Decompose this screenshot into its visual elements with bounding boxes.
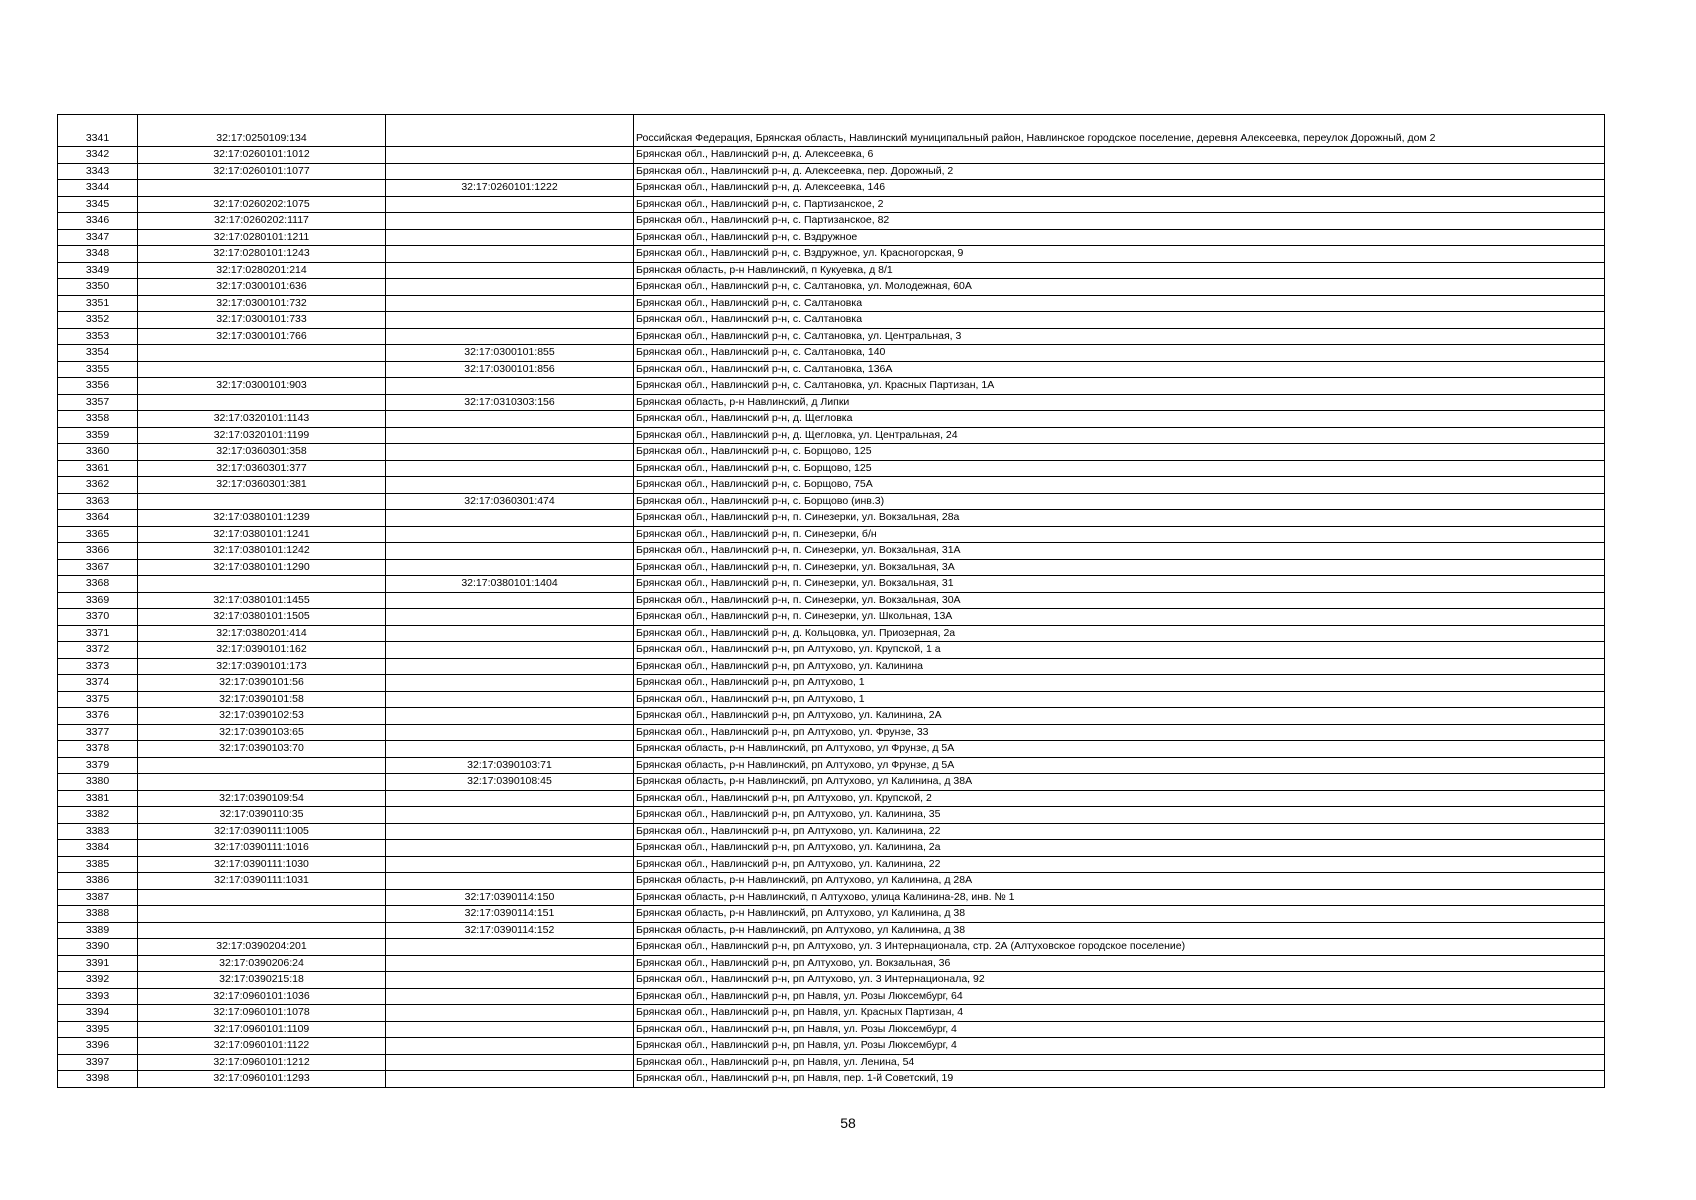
cadastral-number-alt-cell: 32:17:0300101:856 [386,361,634,378]
address-cell: Брянская обл., Навлинский р-н, рп Алтухово, ул. Калинина, 22 [634,823,1605,840]
cadastral-number-alt-cell [386,675,634,692]
table-row [58,658,1605,675]
row-number-cell: 3391 [58,955,138,972]
table-row [58,543,1605,560]
cadastral-number-alt-cell [386,246,634,263]
row-number-cell: 3388 [58,906,138,923]
cadastral-number-cell [138,906,386,923]
row-number-cell: 3343 [58,163,138,180]
cadastral-number-cell: 32:17:0960101:1109 [138,1021,386,1038]
row-number-cell: 3374 [58,675,138,692]
cadastral-number-alt-cell [386,658,634,675]
row-number-cell: 3384 [58,840,138,857]
cadastral-number-cell: 32:17:0960101:1293 [138,1071,386,1088]
row-number-cell: 3383 [58,823,138,840]
row-number-cell: 3370 [58,609,138,626]
cadastral-number-alt-cell [386,295,634,312]
cadastral-number-cell [138,345,386,362]
address-cell: Брянская обл., Навлинский р-н, с. Партизанское, 2 [634,196,1605,213]
row-number-cell: 3342 [58,147,138,164]
cadastral-number-alt-cell [386,625,634,642]
address-cell: Брянская обл., Навлинский р-н, с. Партизанское, 82 [634,213,1605,230]
cadastral-number-alt-cell [386,1005,634,1022]
cadastral-number-alt-cell [386,460,634,477]
table-row [58,559,1605,576]
cadastral-number-alt-cell [386,741,634,758]
cadastral-number-cell: 32:17:0260202:1075 [138,196,386,213]
cadastral-number-alt-cell [386,856,634,873]
address-cell: Брянская область, р-н Навлинский, п Алтухово, улица Калинина-28, инв. № 1 [634,889,1605,906]
table-row [58,361,1605,378]
cadastral-number-cell [138,889,386,906]
cadastral-number-alt-cell [386,262,634,279]
cadastral-number-alt-cell [386,609,634,626]
table-row [58,213,1605,230]
table-row [58,328,1605,345]
cadastral-number-alt-cell [386,427,634,444]
cadastral-number-cell: 32:17:0250109:134 [138,115,386,147]
cadastral-number-cell: 32:17:0360301:358 [138,444,386,461]
address-cell: Брянская обл., Навлинский р-н, рп Алтухово, 1 [634,691,1605,708]
table-row [58,115,1605,147]
cadastral-number-cell: 32:17:0390111:1016 [138,840,386,857]
cadastral-number-cell: 32:17:0390101:56 [138,675,386,692]
cadastral-number-alt-cell [386,559,634,576]
row-number-cell: 3395 [58,1021,138,1038]
row-number-cell: 3380 [58,774,138,791]
table-row [58,279,1605,296]
cadastral-number-alt-cell [386,972,634,989]
cadastral-number-cell: 32:17:0280101:1243 [138,246,386,263]
table-row [58,262,1605,279]
cadastral-number-alt-cell [386,526,634,543]
cadastral-number-alt-cell [386,1038,634,1055]
row-number-cell: 3393 [58,988,138,1005]
table-row [58,510,1605,527]
cadastral-number-cell [138,774,386,791]
table-row [58,196,1605,213]
address-cell: Брянская обл., Навлинский р-н, д. Щегловка [634,411,1605,428]
row-number-cell: 3348 [58,246,138,263]
cadastral-number-alt-cell: 32:17:0380101:1404 [386,576,634,593]
address-cell: Брянская обл., Навлинский р-н, рп Алтухово, ул. 3 Интернационала, 92 [634,972,1605,989]
address-cell: Брянская обл., Навлинский р-н, п. Синезерки, ул. Школьная, 13А [634,609,1605,626]
address-cell: Брянская обл., Навлинский р-н, с. Борщово (инв.3) [634,493,1605,510]
table-row [58,493,1605,510]
cadastral-number-alt-cell: 32:17:0360301:474 [386,493,634,510]
cadastral-number-cell: 32:17:0260202:1117 [138,213,386,230]
cadastral-number-alt-cell [386,328,634,345]
table-row [58,774,1605,791]
cadastral-number-cell: 32:17:0390111:1005 [138,823,386,840]
cadastral-number-alt-cell [386,477,634,494]
address-cell: Брянская обл., Навлинский р-н, п. Синезерки, б/н [634,526,1605,543]
table-row [58,246,1605,263]
cadastral-number-cell: 32:17:0960101:1078 [138,1005,386,1022]
table-row [58,724,1605,741]
cadastral-number-alt-cell [386,708,634,725]
table-row [58,840,1605,857]
table-row [58,444,1605,461]
cadastral-number-alt-cell [386,543,634,560]
row-number-cell: 3353 [58,328,138,345]
table-row [58,691,1605,708]
address-cell: Брянская обл., Навлинский р-н, рп Навля, ул. Розы Люксембург, 4 [634,1021,1605,1038]
row-number-cell: 3367 [58,559,138,576]
cadastral-number-cell: 32:17:0320101:1199 [138,427,386,444]
cadastral-number-cell: 32:17:0320101:1143 [138,411,386,428]
cadastral-number-cell: 32:17:0390110:35 [138,807,386,824]
table-row [58,955,1605,972]
table-row [58,147,1605,164]
row-number-cell: 3394 [58,1005,138,1022]
row-number-cell: 3357 [58,394,138,411]
cadastral-number-alt-cell [386,955,634,972]
cadastral-number-alt-cell [386,312,634,329]
address-cell: Брянская область, р-н Навлинский, рп Алтухово, ул Фрунзе, д 5А [634,757,1605,774]
cadastral-number-cell: 32:17:0300101:766 [138,328,386,345]
cadastral-number-cell: 32:17:0390215:18 [138,972,386,989]
cadastral-number-cell: 32:17:0960101:1036 [138,988,386,1005]
row-number-cell: 3379 [58,757,138,774]
cadastral-number-cell [138,394,386,411]
address-cell: Брянская обл., Навлинский р-н, д. Алексеевка, 6 [634,147,1605,164]
cadastral-number-alt-cell [386,196,634,213]
address-cell: Брянская обл., Навлинский р-н, п. Синезерки, ул. Вокзальная, 30А [634,592,1605,609]
address-cell: Брянская обл., Навлинский р-н, с. Салтановка, ул. Молодежная, 60А [634,279,1605,296]
cadastral-number-cell: 32:17:0380101:1505 [138,609,386,626]
cadastral-number-cell: 32:17:0380201:414 [138,625,386,642]
cadastral-number-cell: 32:17:0300101:733 [138,312,386,329]
cadastral-number-alt-cell [386,115,634,147]
row-number-cell: 3377 [58,724,138,741]
table-row [58,1005,1605,1022]
table-row [58,823,1605,840]
cadastral-number-cell: 32:17:0390204:201 [138,939,386,956]
address-cell: Брянская обл., Навлинский р-н, п. Синезерки, ул. Вокзальная, 28а [634,510,1605,527]
table-row [58,1054,1605,1071]
cadastral-number-alt-cell [386,1021,634,1038]
address-cell: Брянская обл., Навлинский р-н, с. Вздружное [634,229,1605,246]
cadastral-number-alt-cell [386,988,634,1005]
row-number-cell: 3392 [58,972,138,989]
row-number-cell: 3360 [58,444,138,461]
cadastral-number-alt-cell [386,279,634,296]
cadastral-number-alt-cell [386,1071,634,1088]
table-row [58,625,1605,642]
address-cell: Брянская область, р-н Навлинский, рп Алтухово, ул Фрунзе, д 5А [634,741,1605,758]
cadastral-number-cell: 32:17:0390103:70 [138,741,386,758]
row-number-cell: 3369 [58,592,138,609]
table-row [58,427,1605,444]
cadastral-number-alt-cell [386,411,634,428]
table-row [58,807,1605,824]
address-cell: Брянская область, р-н Навлинский, рп Алтухово, ул Калинина, д 38 [634,922,1605,939]
cadastral-number-cell: 32:17:0360301:377 [138,460,386,477]
row-number-cell: 3344 [58,180,138,197]
table-row [58,889,1605,906]
table-row [58,295,1605,312]
table-row [58,741,1605,758]
cadastral-number-cell: 32:17:0260101:1012 [138,147,386,164]
row-number-cell: 3363 [58,493,138,510]
cadastral-number-cell: 32:17:0390111:1030 [138,856,386,873]
address-cell: Брянская обл., Навлинский р-н, с. Салтановка [634,312,1605,329]
cadastral-number-cell: 32:17:0300101:732 [138,295,386,312]
address-cell: Брянская обл., Навлинский р-н, с. Борщово, 75А [634,477,1605,494]
table-row [58,906,1605,923]
address-cell: Брянская обл., Навлинский р-н, рп Алтухово, ул. Калинина, 2а [634,840,1605,857]
row-number-cell: 3354 [58,345,138,362]
table-row [58,477,1605,494]
address-cell: Брянская обл., Навлинский р-н, с. Салтановка, ул. Центральная, 3 [634,328,1605,345]
address-cell: Брянская обл., Навлинский р-н, д. Алексеевка, 146 [634,180,1605,197]
cadastral-number-alt-cell [386,823,634,840]
address-cell: Брянская область, р-н Навлинский, д Липки [634,394,1605,411]
table-row [58,394,1605,411]
table-row [58,1071,1605,1088]
cadastral-number-alt-cell: 32:17:0260101:1222 [386,180,634,197]
cadastral-number-cell: 32:17:0380101:1290 [138,559,386,576]
cadastral-number-cell [138,180,386,197]
table-row [58,411,1605,428]
document-sheet [57,114,1604,1088]
address-cell: Брянская обл., Навлинский р-н, д. Щегловка, ул. Центральная, 24 [634,427,1605,444]
address-cell: Брянская обл., Навлинский р-н, рп Навля, пер. 1-й Советский, 19 [634,1071,1605,1088]
address-cell: Брянская обл., Навлинский р-н, с. Салтановка, 136А [634,361,1605,378]
cadastral-number-cell: 32:17:0300101:903 [138,378,386,395]
row-number-cell: 3341 [58,115,138,147]
table-row [58,790,1605,807]
property-table [57,114,1605,1088]
cadastral-number-alt-cell [386,147,634,164]
row-number-cell: 3356 [58,378,138,395]
cadastral-number-cell: 32:17:0390102:53 [138,708,386,725]
cadastral-number-cell: 32:17:0260101:1077 [138,163,386,180]
address-cell: Брянская обл., Навлинский р-н, с. Салтановка [634,295,1605,312]
address-cell: Брянская обл., Навлинский р-н, рп Навля, ул. Ленина, 54 [634,1054,1605,1071]
row-number-cell: 3381 [58,790,138,807]
row-number-cell: 3398 [58,1071,138,1088]
cadastral-number-cell: 32:17:0380101:1455 [138,592,386,609]
table-row [58,163,1605,180]
address-cell: Брянская обл., Навлинский р-н, рп Алтухово, ул. Калинина, 22 [634,856,1605,873]
table-row [58,460,1605,477]
cadastral-number-cell [138,493,386,510]
table-row [58,229,1605,246]
cadastral-number-cell: 32:17:0960101:1212 [138,1054,386,1071]
row-number-cell: 3397 [58,1054,138,1071]
address-cell: Брянская обл., Навлинский р-н, рп Алтухово, ул. Фрунзе, 33 [634,724,1605,741]
table-row [58,988,1605,1005]
cadastral-number-cell: 32:17:0360301:381 [138,477,386,494]
address-cell: Брянская обл., Навлинский р-н, рп Алтухово, ул. Калинина, 2А [634,708,1605,725]
row-number-cell: 3347 [58,229,138,246]
address-cell: Брянская обл., Навлинский р-н, рп Алтухово, ул. Вокзальная, 36 [634,955,1605,972]
table-row [58,1021,1605,1038]
cadastral-number-cell [138,757,386,774]
row-number-cell: 3376 [58,708,138,725]
row-number-cell: 3362 [58,477,138,494]
row-number-cell: 3365 [58,526,138,543]
cadastral-number-cell: 32:17:0390111:1031 [138,873,386,890]
address-cell: Брянская обл., Навлинский р-н, п. Синезерки, ул. Вокзальная, 3А [634,559,1605,576]
cadastral-number-alt-cell [386,691,634,708]
address-cell: Брянская обл., Навлинский р-н, рп Навля, ул. Розы Люксембург, 4 [634,1038,1605,1055]
table-row [58,312,1605,329]
cadastral-number-cell [138,576,386,593]
table-row [58,345,1605,362]
cadastral-number-alt-cell [386,724,634,741]
cadastral-number-alt-cell [386,642,634,659]
row-number-cell: 3373 [58,658,138,675]
cadastral-number-cell: 32:17:0390206:24 [138,955,386,972]
row-number-cell: 3375 [58,691,138,708]
cadastral-number-alt-cell [386,1054,634,1071]
row-number-cell: 3378 [58,741,138,758]
address-cell: Брянская область, р-н Навлинский, п Кукуевка, д 8/1 [634,262,1605,279]
address-cell: Брянская область, р-н Навлинский, рп Алтухово, ул Калинина, д 28А [634,873,1605,890]
address-cell: Брянская обл., Навлинский р-н, п. Синезерки, ул. Вокзальная, 31 [634,576,1605,593]
address-cell: Брянская обл., Навлинский р-н, с. Салтановка, 140 [634,345,1605,362]
table-row [58,1038,1605,1055]
row-number-cell: 3352 [58,312,138,329]
address-cell: Брянская область, р-н Навлинский, рп Алтухово, ул Калинина, д 38 [634,906,1605,923]
cadastral-number-cell: 32:17:0380101:1242 [138,543,386,560]
cadastral-number-alt-cell [386,444,634,461]
cadastral-number-alt-cell: 32:17:0390103:71 [386,757,634,774]
cadastral-number-alt-cell: 32:17:0300101:855 [386,345,634,362]
cadastral-number-alt-cell: 32:17:0390114:151 [386,906,634,923]
cadastral-number-alt-cell [386,213,634,230]
address-cell: Брянская обл., Навлинский р-н, д. Кольцовка, ул. Приозерная, 2а [634,625,1605,642]
table-row [58,939,1605,956]
address-cell: Брянская обл., Навлинский р-н, рп Алтухово, ул. Калинина [634,658,1605,675]
row-number-cell: 3351 [58,295,138,312]
address-cell: Брянская обл., Навлинский р-н, с. Вздружное, ул. Красногорская, 9 [634,246,1605,263]
address-cell: Брянская обл., Навлинский р-н, рп Алтухово, ул. Крупской, 1 а [634,642,1605,659]
address-cell: Брянская обл., Навлинский р-н, рп Алтухово, ул. 3 Интернационала, стр. 2А (Алтуховское городское поселение) [634,939,1605,956]
table-body [58,115,1605,1088]
table-row [58,378,1605,395]
cadastral-number-alt-cell [386,873,634,890]
row-number-cell: 3389 [58,922,138,939]
cadastral-number-alt-cell: 32:17:0390108:45 [386,774,634,791]
row-number-cell: 3371 [58,625,138,642]
cadastral-number-alt-cell [386,163,634,180]
cadastral-number-cell: 32:17:0380101:1239 [138,510,386,527]
cadastral-number-cell: 32:17:0960101:1122 [138,1038,386,1055]
table-row [58,873,1605,890]
address-cell: Брянская обл., Навлинский р-н, с. Салтановка, ул. Красных Партизан, 1А [634,378,1605,395]
cadastral-number-alt-cell [386,229,634,246]
address-cell: Российская Федерация, Брянская область, Навлинский муниципальный район, Навлинское городское поселение, деревня Алексеевка, переулок Дорожный, дом 2 [634,115,1605,147]
cadastral-number-cell: 32:17:0390109:54 [138,790,386,807]
cadastral-number-alt-cell [386,378,634,395]
cadastral-number-cell: 32:17:0390101:173 [138,658,386,675]
row-number-cell: 3361 [58,460,138,477]
cadastral-number-alt-cell [386,592,634,609]
row-number-cell: 3350 [58,279,138,296]
table-row [58,856,1605,873]
address-cell: Брянская обл., Навлинский р-н, рп Алтухово, ул. Крупской, 2 [634,790,1605,807]
row-number-cell: 3364 [58,510,138,527]
address-cell: Брянская область, р-н Навлинский, рп Алтухово, ул Калинина, д 38А [634,774,1605,791]
cadastral-number-alt-cell: 32:17:0390114:152 [386,922,634,939]
address-cell: Брянская обл., Навлинский р-н, рп Навля, ул. Красных Партизан, 4 [634,1005,1605,1022]
row-number-cell: 3382 [58,807,138,824]
row-number-cell: 3396 [58,1038,138,1055]
table-row [58,642,1605,659]
cadastral-number-cell: 32:17:0390101:162 [138,642,386,659]
table-row [58,592,1605,609]
table-row [58,180,1605,197]
cadastral-number-alt-cell [386,510,634,527]
cadastral-number-alt-cell [386,840,634,857]
row-number-cell: 3349 [58,262,138,279]
row-number-cell: 3386 [58,873,138,890]
cadastral-number-cell: 32:17:0300101:636 [138,279,386,296]
page-number: 58 [840,1115,856,1131]
cadastral-number-alt-cell [386,807,634,824]
address-cell: Брянская обл., Навлинский р-н, с. Борщово, 125 [634,460,1605,477]
row-number-cell: 3390 [58,939,138,956]
row-number-cell: 3368 [58,576,138,593]
cadastral-number-cell [138,922,386,939]
cadastral-number-cell: 32:17:0380101:1241 [138,526,386,543]
row-number-cell: 3355 [58,361,138,378]
address-cell: Брянская обл., Навлинский р-н, п. Синезерки, ул. Вокзальная, 31А [634,543,1605,560]
table-row [58,526,1605,543]
cadastral-number-alt-cell: 32:17:0310303:156 [386,394,634,411]
row-number-cell: 3358 [58,411,138,428]
table-row [58,922,1605,939]
address-cell: Брянская обл., Навлинский р-н, с. Борщово, 125 [634,444,1605,461]
row-number-cell: 3387 [58,889,138,906]
address-cell: Брянская обл., Навлинский р-н, рп Алтухово, 1 [634,675,1605,692]
address-cell: Брянская обл., Навлинский р-н, рп Навля, ул. Розы Люксембург, 64 [634,988,1605,1005]
cadastral-number-alt-cell [386,939,634,956]
row-number-cell: 3359 [58,427,138,444]
row-number-cell: 3345 [58,196,138,213]
row-number-cell: 3385 [58,856,138,873]
table-row [58,757,1605,774]
cadastral-number-alt-cell [386,790,634,807]
table-row [58,675,1605,692]
cadastral-number-cell: 32:17:0280201:214 [138,262,386,279]
cadastral-number-cell: 32:17:0390103:65 [138,724,386,741]
cadastral-number-alt-cell: 32:17:0390114:150 [386,889,634,906]
address-cell: Брянская обл., Навлинский р-н, д. Алексеевка, пер. Дорожный, 2 [634,163,1605,180]
table-row [58,972,1605,989]
cadastral-number-cell: 32:17:0390101:58 [138,691,386,708]
table-row [58,609,1605,626]
cadastral-number-cell [138,361,386,378]
row-number-cell: 3372 [58,642,138,659]
table-row [58,576,1605,593]
table-row [58,708,1605,725]
row-number-cell: 3346 [58,213,138,230]
cadastral-number-cell: 32:17:0280101:1211 [138,229,386,246]
row-number-cell: 3366 [58,543,138,560]
address-cell: Брянская обл., Навлинский р-н, рп Алтухово, ул. Калинина, 35 [634,807,1605,824]
